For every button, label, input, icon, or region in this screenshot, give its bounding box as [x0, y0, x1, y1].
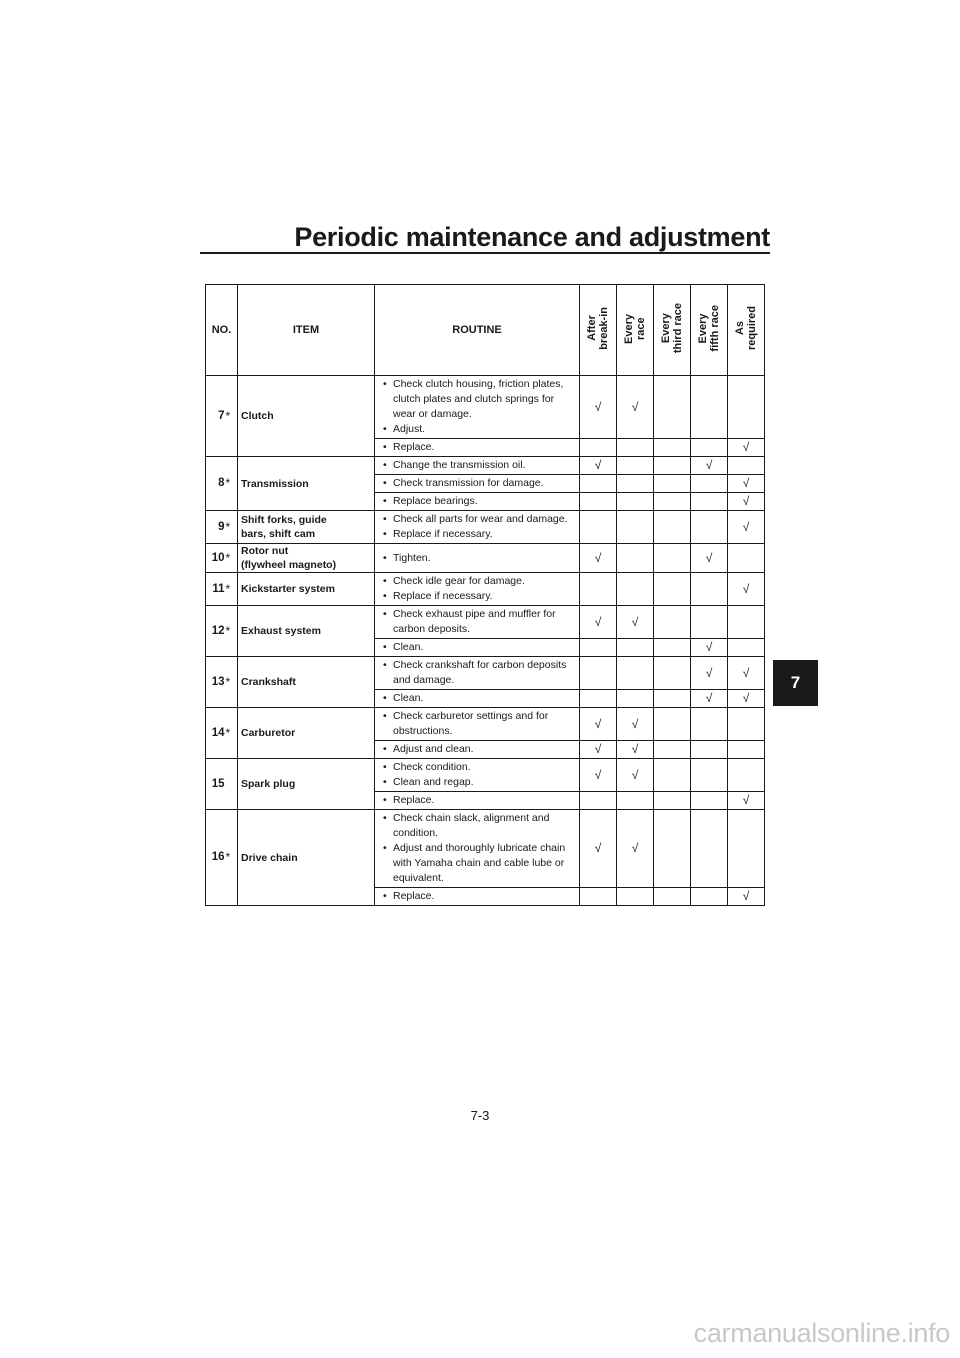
routine-line: Replace.	[393, 441, 435, 453]
routine-bullet	[383, 793, 575, 808]
check-cell	[691, 573, 728, 606]
check-mark: √	[631, 614, 639, 629]
routine-bullet	[383, 811, 575, 841]
check-cell	[691, 741, 728, 759]
item-number: 10	[206, 544, 226, 573]
routine-bullet	[383, 709, 575, 739]
routine-line: Replace if necessary.	[393, 528, 493, 540]
check-cell	[580, 475, 617, 493]
routine-bullet	[383, 589, 575, 604]
check-cell	[654, 639, 691, 657]
check-cell	[617, 457, 654, 475]
table-row	[206, 657, 765, 690]
check-cell	[691, 439, 728, 457]
check-cell	[617, 439, 654, 457]
star-marker: *	[226, 544, 238, 573]
check-mark: √	[705, 691, 713, 705]
item-name	[238, 606, 375, 657]
routine-list	[383, 574, 575, 604]
check-cell	[580, 544, 617, 573]
check-cell	[580, 888, 617, 906]
check-cell	[654, 888, 691, 906]
item-name-line: Crankshaft	[241, 676, 296, 688]
routine-list	[383, 512, 575, 542]
table-row	[206, 376, 765, 439]
routine-line: condition.	[393, 827, 438, 839]
routine-bullet	[383, 512, 575, 527]
table-row	[206, 759, 765, 792]
header-label-line: fifth race	[709, 305, 721, 352]
routine-list	[383, 458, 575, 473]
check-mark: √	[631, 742, 639, 756]
item-name	[238, 759, 375, 810]
table-row	[206, 606, 765, 639]
routine-list	[383, 551, 575, 566]
routine-bullet	[383, 422, 575, 437]
routine-bullet	[383, 658, 575, 688]
check-cell	[691, 493, 728, 511]
routine-line: Adjust.	[393, 423, 426, 435]
routine-cell	[375, 741, 580, 759]
routine-cell	[375, 457, 580, 475]
item-name	[238, 657, 375, 708]
item-number: 8	[206, 457, 226, 511]
item-name	[238, 457, 375, 511]
check-cell	[580, 690, 617, 708]
routine-bullet	[383, 691, 575, 706]
item-name-line: Kickstarter system	[241, 583, 335, 595]
item-number: 7	[206, 376, 226, 457]
check-cell	[691, 511, 728, 544]
table-row	[206, 708, 765, 741]
check-cell	[654, 690, 691, 708]
check-cell	[654, 573, 691, 606]
item-number: 11	[206, 573, 226, 606]
routine-line: obstructions.	[393, 725, 453, 737]
check-cell	[617, 810, 654, 888]
chapter-tab: 7	[773, 660, 818, 706]
routine-line: and damage.	[393, 674, 455, 686]
check-mark: √	[742, 494, 750, 508]
item-name	[238, 810, 375, 906]
check-cell	[580, 708, 617, 741]
check-cell	[617, 690, 654, 708]
check-cell	[654, 810, 691, 888]
item-name-line: (flywheel magneto)	[241, 559, 337, 571]
routine-list	[383, 640, 575, 655]
check-cell	[654, 657, 691, 690]
table-row	[206, 544, 765, 573]
check-cell	[654, 544, 691, 573]
routine-line: Adjust and thoroughly lubricate chain	[393, 842, 566, 854]
check-cell	[728, 606, 765, 639]
check-mark: √	[594, 841, 602, 855]
routine-list	[383, 889, 575, 904]
check-mark: √	[594, 458, 602, 472]
check-mark: √	[705, 640, 713, 654]
routine-list	[383, 742, 575, 757]
check-cell	[728, 475, 765, 493]
routine-line: Adjust and clean.	[393, 743, 474, 755]
routine-list	[383, 494, 575, 509]
check-cell	[691, 639, 728, 657]
item-name	[238, 511, 375, 544]
routine-bullet	[383, 494, 575, 509]
check-cell	[580, 573, 617, 606]
check-cell	[654, 493, 691, 511]
table-body	[206, 376, 765, 906]
routine-cell	[375, 690, 580, 708]
check-cell	[691, 457, 728, 475]
check-cell	[728, 810, 765, 888]
check-cell	[728, 741, 765, 759]
routine-line: carbon deposits.	[393, 623, 471, 635]
header-after-break-in	[580, 285, 617, 376]
title-rule	[200, 252, 770, 254]
item-number: 9	[206, 511, 226, 544]
routine-line: clutch plates and clutch springs for	[393, 393, 555, 405]
star-marker: *	[226, 376, 238, 457]
check-cell	[728, 759, 765, 792]
check-cell	[728, 544, 765, 573]
check-mark: √	[742, 581, 750, 596]
check-cell	[617, 493, 654, 511]
check-cell	[617, 475, 654, 493]
header-label-line: break-in	[598, 307, 610, 350]
routine-cell	[375, 639, 580, 657]
routine-list	[383, 760, 575, 790]
check-mark: √	[594, 614, 602, 629]
routine-bullet	[383, 440, 575, 455]
routine-line: Change the transmission oil.	[393, 459, 526, 471]
star-marker: *	[226, 573, 238, 606]
check-cell	[580, 792, 617, 810]
check-cell	[691, 810, 728, 888]
check-cell	[580, 657, 617, 690]
check-mark: √	[631, 716, 639, 731]
check-cell	[728, 511, 765, 544]
routine-line: Check transmission for damage.	[393, 477, 544, 489]
check-mark: √	[742, 793, 750, 807]
routine-bullet	[383, 607, 575, 637]
check-mark: √	[742, 519, 750, 534]
check-cell	[691, 657, 728, 690]
check-cell	[728, 792, 765, 810]
check-cell	[617, 657, 654, 690]
header-label-line: Every	[659, 313, 672, 344]
routine-list	[383, 476, 575, 491]
check-cell	[728, 376, 765, 439]
check-mark: √	[631, 841, 639, 855]
check-cell	[691, 708, 728, 741]
routine-list	[383, 793, 575, 808]
item-name-line: Clutch	[241, 410, 274, 422]
check-cell	[654, 439, 691, 457]
routine-line: Check condition.	[393, 761, 471, 773]
check-cell	[654, 759, 691, 792]
check-cell	[654, 741, 691, 759]
check-cell	[654, 376, 691, 439]
routine-cell	[375, 606, 580, 639]
routine-bullet	[383, 574, 575, 589]
routine-line: Check exhaust pipe and muffler for	[393, 608, 556, 620]
table-row	[206, 810, 765, 888]
page-number: 7-3	[470, 1108, 490, 1123]
routine-list	[383, 691, 575, 706]
header-every-fifth-race	[691, 285, 728, 376]
routine-bullet	[383, 640, 575, 655]
item-name-line: Shift forks, guide	[241, 514, 327, 526]
check-mark: √	[705, 458, 713, 472]
star-marker: *	[226, 810, 238, 906]
check-cell	[728, 657, 765, 690]
check-mark: √	[631, 399, 639, 414]
star-marker	[226, 759, 238, 810]
check-mark: √	[742, 889, 750, 903]
check-cell	[654, 708, 691, 741]
check-cell	[617, 708, 654, 741]
routine-bullet	[383, 551, 575, 566]
check-cell	[580, 439, 617, 457]
check-mark: √	[742, 440, 750, 454]
check-mark: √	[594, 399, 602, 414]
routine-cell	[375, 657, 580, 690]
check-cell	[617, 573, 654, 606]
header-as-required	[728, 285, 765, 376]
check-cell	[580, 741, 617, 759]
item-name-line: Spark plug	[241, 778, 296, 790]
routine-list	[383, 377, 575, 437]
routine-line: Tighten.	[393, 551, 431, 564]
check-cell	[691, 544, 728, 573]
check-mark: √	[742, 691, 750, 705]
routine-bullet	[383, 476, 575, 491]
header-label-line: Every	[622, 313, 635, 344]
maintenance-table	[205, 284, 765, 906]
check-cell	[691, 759, 728, 792]
table-header-row	[206, 285, 765, 376]
routine-line: Clean.	[393, 692, 424, 704]
routine-line: Clean.	[393, 641, 424, 653]
item-name-line: Carburetor	[241, 727, 296, 739]
routine-line: Replace if necessary.	[393, 590, 493, 602]
item-number: 13	[206, 657, 226, 708]
check-cell	[691, 888, 728, 906]
check-mark: √	[594, 550, 602, 565]
item-number: 12	[206, 606, 226, 657]
check-mark: √	[742, 665, 750, 680]
check-cell	[654, 606, 691, 639]
header-label-line: Every	[696, 313, 709, 344]
routine-list	[383, 811, 575, 886]
table-row	[206, 573, 765, 606]
routine-bullet	[383, 527, 575, 542]
check-cell	[654, 511, 691, 544]
routine-line: Replace bearings.	[393, 495, 478, 507]
check-mark: √	[631, 767, 639, 782]
check-cell	[580, 639, 617, 657]
routine-bullet	[383, 760, 575, 775]
item-name	[238, 376, 375, 457]
routine-line: Check all parts for wear and damage.	[393, 513, 568, 525]
check-cell	[728, 708, 765, 741]
routine-line: with Yamaha chain and cable lube or	[393, 857, 565, 869]
item-name	[238, 544, 375, 573]
item-number: 15	[206, 759, 226, 810]
routine-list	[383, 658, 575, 688]
routine-cell	[375, 573, 580, 606]
routine-line: equivalent.	[393, 872, 444, 884]
routine-line: Replace.	[393, 890, 435, 902]
routine-bullet	[383, 775, 575, 790]
check-cell	[617, 888, 654, 906]
item-name-line: bars, shift cam	[241, 528, 316, 540]
page-title: Periodic maintenance and adjustment	[294, 222, 770, 252]
check-cell	[617, 511, 654, 544]
check-cell	[617, 639, 654, 657]
check-cell	[580, 457, 617, 475]
check-mark: √	[594, 767, 602, 782]
check-cell	[580, 606, 617, 639]
routine-cell	[375, 493, 580, 511]
check-mark: √	[594, 716, 602, 731]
check-mark: √	[742, 476, 750, 490]
header-label-line: third race	[672, 303, 684, 354]
check-cell	[728, 639, 765, 657]
item-name	[238, 573, 375, 606]
check-cell	[691, 792, 728, 810]
watermark: carmanualsonline.info	[693, 1318, 950, 1348]
header-label-line: After	[585, 315, 598, 342]
routine-bullet	[383, 377, 575, 422]
check-cell	[728, 573, 765, 606]
check-cell	[617, 741, 654, 759]
routine-line: Replace.	[393, 794, 435, 806]
check-cell	[617, 376, 654, 439]
table-row	[206, 511, 765, 544]
star-marker: *	[226, 511, 238, 544]
routine-line: Clean and regap.	[393, 776, 474, 788]
item-name-line: Transmission	[241, 477, 309, 490]
star-marker: *	[226, 708, 238, 759]
routine-cell	[375, 708, 580, 741]
check-cell	[580, 759, 617, 792]
check-cell	[691, 690, 728, 708]
item-name-line: Rotor nut	[241, 545, 289, 557]
check-cell	[728, 690, 765, 708]
star-marker: *	[226, 657, 238, 708]
item-name-line: Drive chain	[241, 851, 298, 864]
routine-cell	[375, 888, 580, 906]
star-marker: *	[226, 457, 238, 511]
routine-line: Check clutch housing, friction plates,	[393, 378, 564, 390]
check-cell	[617, 759, 654, 792]
routine-bullet	[383, 742, 575, 757]
header-item: ITEM	[238, 285, 375, 376]
item-number: 14	[206, 708, 226, 759]
check-mark: √	[705, 665, 713, 680]
item-name	[238, 708, 375, 759]
header-no: NO.	[206, 285, 238, 376]
check-cell	[617, 606, 654, 639]
check-cell	[728, 888, 765, 906]
check-cell	[654, 792, 691, 810]
check-cell	[728, 457, 765, 475]
routine-line: Check carburetor settings and for	[393, 710, 549, 722]
check-cell	[691, 475, 728, 493]
routine-list	[383, 607, 575, 637]
check-mark: √	[594, 742, 602, 756]
check-cell	[580, 810, 617, 888]
check-cell	[580, 376, 617, 439]
item-number: 16	[206, 810, 226, 906]
check-cell	[728, 439, 765, 457]
routine-cell	[375, 759, 580, 792]
routine-cell	[375, 511, 580, 544]
routine-cell	[375, 376, 580, 439]
check-cell	[691, 606, 728, 639]
check-cell	[728, 493, 765, 511]
routine-cell	[375, 792, 580, 810]
header-routine: ROUTINE	[375, 285, 580, 376]
routine-list	[383, 709, 575, 739]
table-row	[206, 457, 765, 475]
check-cell	[580, 493, 617, 511]
check-cell	[617, 792, 654, 810]
check-cell	[617, 544, 654, 573]
routine-cell	[375, 810, 580, 888]
routine-cell	[375, 544, 580, 573]
header-label-line: race	[635, 317, 647, 340]
header-every-third-race	[654, 285, 691, 376]
routine-cell	[375, 439, 580, 457]
check-mark: √	[705, 550, 713, 565]
item-name-line: Exhaust system	[241, 625, 321, 637]
check-cell	[654, 475, 691, 493]
routine-list	[383, 440, 575, 455]
header-every-race	[617, 285, 654, 376]
routine-line: Check idle gear for damage.	[393, 575, 525, 587]
check-cell	[654, 457, 691, 475]
check-cell	[580, 511, 617, 544]
routine-line: Check chain slack, alignment and	[393, 812, 550, 824]
routine-bullet	[383, 841, 575, 886]
routine-line: Check crankshaft for carbon deposits	[393, 659, 567, 671]
header-label-line: required	[746, 306, 758, 351]
check-cell	[691, 376, 728, 439]
routine-bullet	[383, 889, 575, 904]
routine-cell	[375, 475, 580, 493]
routine-line: wear or damage.	[393, 408, 472, 420]
header-label-line: As	[733, 321, 746, 336]
star-marker: *	[226, 606, 238, 657]
routine-bullet	[383, 458, 575, 473]
